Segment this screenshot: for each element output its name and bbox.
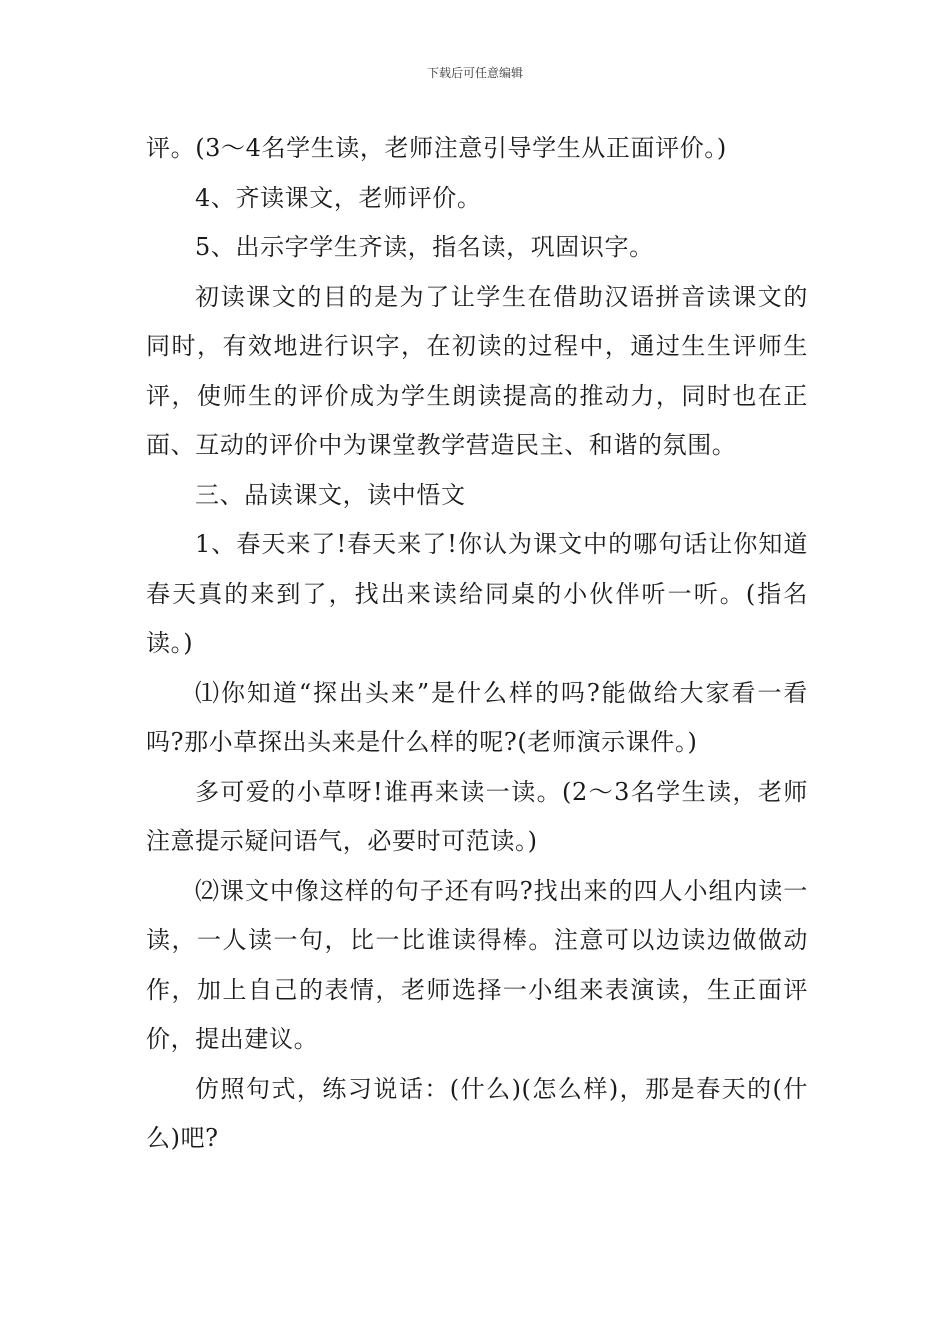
section-heading: 三、品读课文，读中悟文	[195, 480, 466, 509]
paragraph-9: ⑵课文中像这样的句子还有吗?找出来的四人小组内读一读，一人读一句，比一比谁读得棒。注意可以边读边做做动作，加上自己的表情，老师选择一小组来表演读，生正面评价，提出建议。	[146, 876, 808, 1053]
document-body	[146, 124, 808, 1164]
paragraph-6: 1、春天来了!春天来了!你认为课文中的哪句话让你知道春天真的来到了，找出来读给同桌的小伙伴听一听。(指名读。)	[146, 530, 808, 657]
paragraph-7: ⑴你知道“探出头来”是什么样的吗?能做给大家看一看吗?那小草探出头来是什么样的呢?(老师演示课件。)	[146, 678, 808, 756]
paragraph-1: 评。(3～4名学生读，老师注意引导学生从正面评价。)	[146, 134, 727, 162]
paragraph-4: 初读课文的目的是为了让学生在借助汉语拼音读课文的同时，有效地进行识字，在初读的过程中，通过生生评师生评，使师生的评价成为学生朗读提高的推动力，同时也在正面、互动的评价中为课堂教学营造民主、和谐的氛围。	[146, 282, 808, 459]
paragraph-10: 仿照句式，练习说话：(什么)(怎么样)，那是春天的(什么)吧?	[146, 1074, 808, 1152]
paragraph-8: 多可爱的小草呀!谁再来读一读。(2～3名学生读，老师注意提示疑问语气，必要时可范读。)	[146, 777, 808, 855]
paragraph-2: 4、齐读课文，老师评价。	[195, 183, 482, 212]
page-header: 下载后可任意编辑	[426, 66, 523, 80]
paragraph-3: 5、出示字学生齐读，指名读，巩固识字。	[195, 233, 654, 261]
